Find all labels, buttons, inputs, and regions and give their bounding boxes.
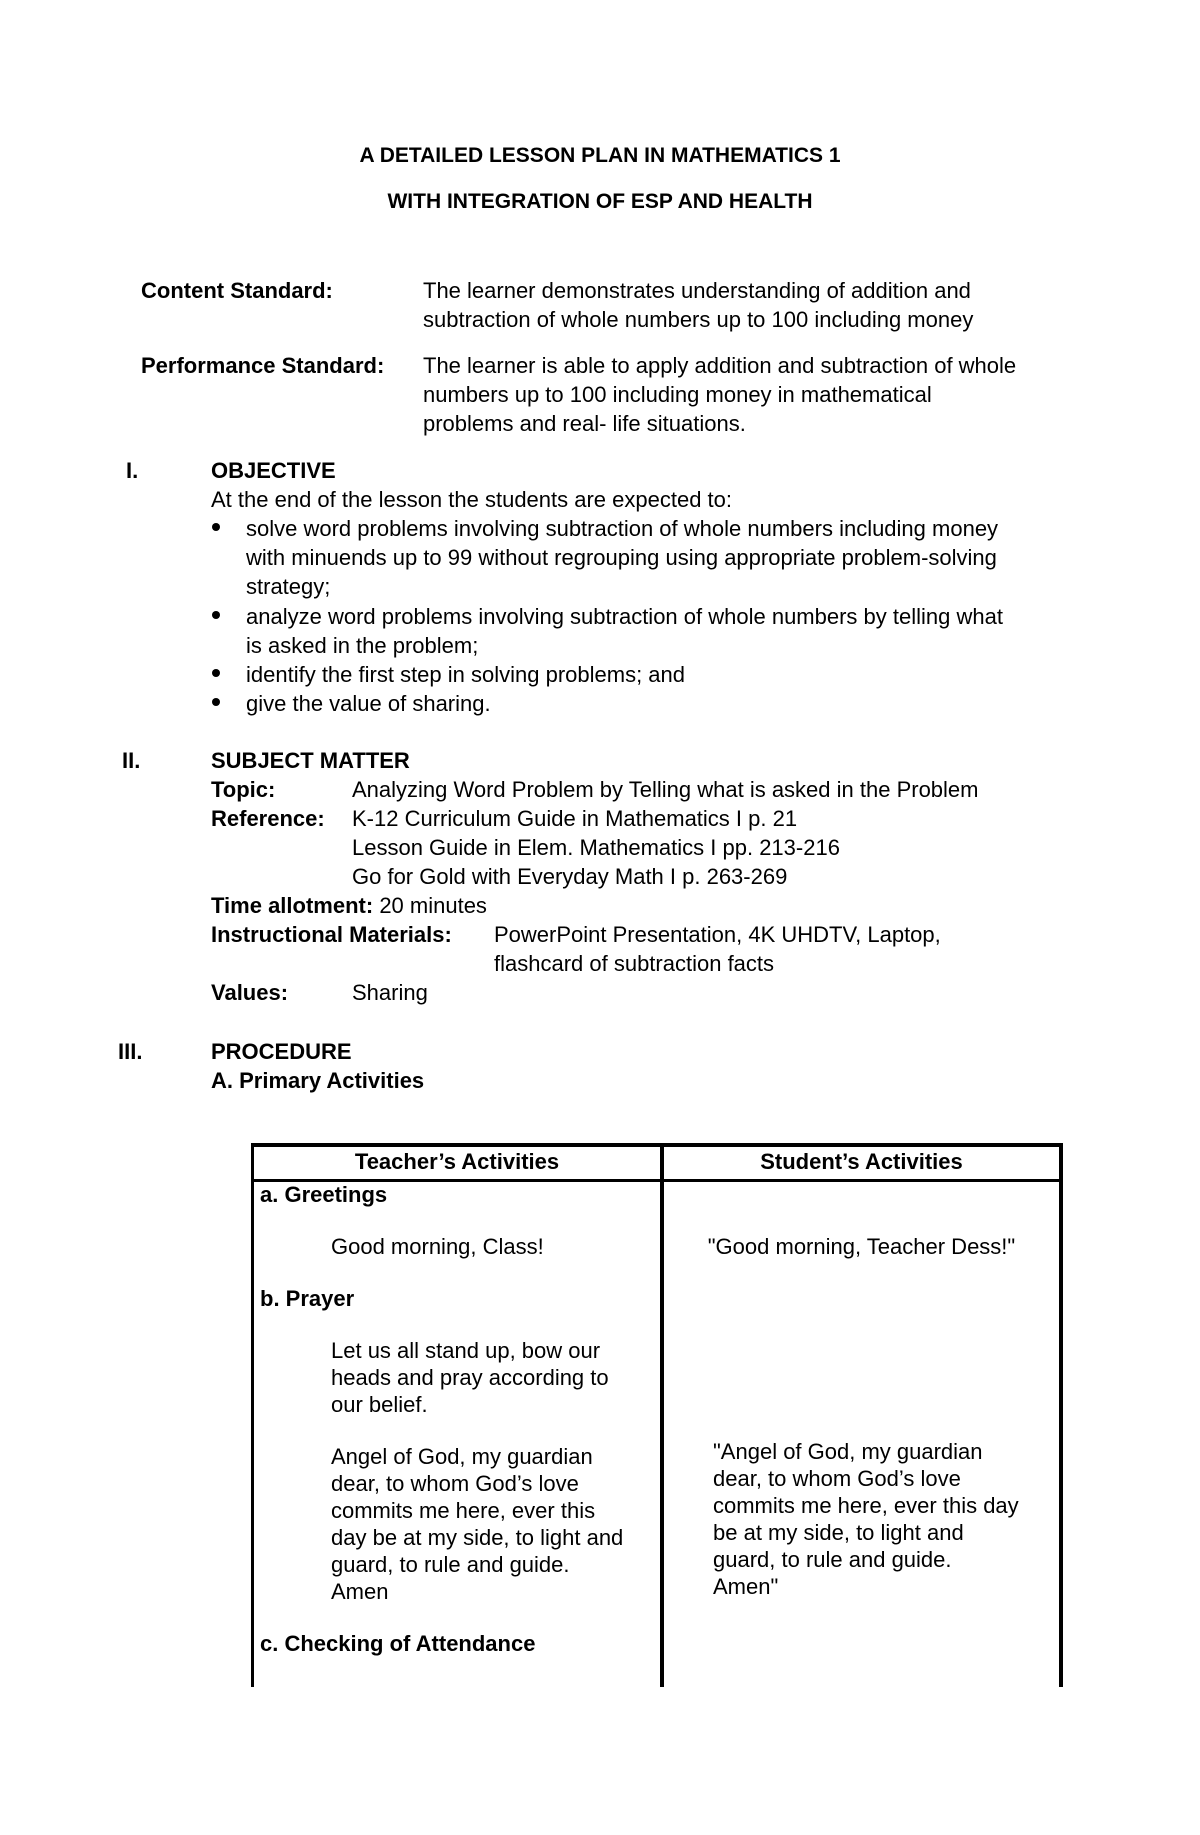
prayer-teacher-line: our belief.	[331, 1392, 428, 1417]
reference-item: Go for Gold with Everyday Math I p. 263-269	[352, 864, 788, 889]
table-border-left	[251, 1143, 254, 1687]
values-label: Values:	[211, 980, 289, 1005]
procedure-heading: PROCEDURE	[211, 1039, 352, 1064]
angel-student-line: commits me here, ever this day	[713, 1493, 1019, 1518]
materials-line: PowerPoint Presentation, 4K UHDTV, Laptop,	[494, 922, 941, 947]
document-subtitle: WITH INTEGRATION OF ESP AND HEALTH	[387, 190, 813, 213]
angel-teacher-line: Angel of God, my guardian	[331, 1444, 593, 1469]
bullet-icon	[212, 523, 220, 531]
objective-numeral: I.	[126, 458, 139, 483]
attendance-label: c. Checking of Attendance	[260, 1631, 536, 1656]
angel-student-line: dear, to whom God’s love	[713, 1466, 961, 1491]
content-standard-line: subtraction of whole numbers up to 100 including money	[423, 307, 974, 332]
procedure-subheading: A. Primary Activities	[211, 1068, 425, 1093]
document-title: A DETAILED LESSON PLAN IN MATHEMATICS 1	[359, 144, 841, 167]
objective-heading: OBJECTIVE	[211, 458, 336, 483]
time-allotment	[211, 891, 487, 920]
objective-bullet-text: solve word problems involving subtraction of whole numbers including money	[246, 516, 999, 541]
content-standard-label: Content Standard:	[141, 278, 333, 303]
subject-matter-numeral: II.	[122, 748, 141, 773]
topic-value: Analyzing Word Problem by Telling what is asked in the Problem	[352, 777, 979, 802]
materials-line: flashcard of subtraction facts	[494, 951, 775, 976]
reference-item: K-12 Curriculum Guide in Mathematics I p. 21	[352, 806, 798, 831]
bullet-icon	[212, 611, 220, 619]
objective-bullet-text: identify the first step in solving problems; and	[246, 662, 686, 687]
student-activities-header: Student’s Activities	[760, 1149, 963, 1174]
greetings-teacher-text: Good morning, Class!	[331, 1234, 544, 1259]
angel-teacher-line: commits me here, ever this	[331, 1498, 596, 1523]
time-allotment-value: 20 minutes	[379, 893, 487, 918]
bullet-icon	[212, 698, 220, 706]
angel-student-line: "Angel of God, my guardian	[713, 1439, 983, 1464]
objective-bullet-text: with minuends up to 99 without regrouping using appropriate problem-solving	[246, 545, 997, 570]
objective-bullet-text: strategy;	[246, 574, 331, 599]
table-column-divider	[660, 1143, 664, 1687]
content-standard-line: The learner demonstrates understanding of addition and	[423, 278, 971, 303]
performance-standard-line: numbers up to 100 including money in mathematical	[423, 382, 932, 407]
prayer-label: b. Prayer	[260, 1286, 355, 1311]
objective-bullet-text: is asked in the problem;	[246, 633, 479, 658]
table-border-top	[251, 1143, 1063, 1147]
objective-intro: At the end of the lesson the students are expected to:	[211, 487, 733, 512]
greetings-student-text: "Good morning, Teacher Dess!"	[707, 1234, 1016, 1259]
table-border-right	[1059, 1143, 1063, 1687]
objective-bullet-text: analyze word problems involving subtraction of whole numbers by telling what	[246, 604, 1003, 629]
procedure-numeral: III.	[118, 1039, 143, 1064]
angel-teacher-line: guard, to rule and guide.	[331, 1552, 570, 1577]
angel-student-line: guard, to rule and guide.	[713, 1547, 952, 1572]
prayer-teacher-line: heads and pray according to	[331, 1365, 609, 1390]
angel-student-line: be at my side, to light and	[713, 1520, 964, 1545]
reference-label: Reference:	[211, 806, 325, 831]
teacher-activities-header: Teacher’s Activities	[354, 1149, 560, 1174]
angel-student-line: Amen"	[713, 1574, 779, 1599]
greetings-label: a. Greetings	[260, 1182, 388, 1207]
angel-teacher-line: dear, to whom God’s love	[331, 1471, 579, 1496]
activities-table	[251, 1143, 1063, 1687]
reference-item: Lesson Guide in Elem. Mathematics I pp. 213-216	[352, 835, 840, 860]
performance-standard-label: Performance Standard:	[141, 353, 385, 378]
materials-label: Instructional Materials:	[211, 922, 452, 947]
time-allotment-label: Time allotment:	[211, 893, 374, 918]
angel-teacher-line: day be at my side, to light and	[331, 1525, 624, 1550]
prayer-teacher-line: Let us all stand up, bow our	[331, 1338, 601, 1363]
subject-matter-heading: SUBJECT MATTER	[211, 748, 410, 773]
performance-standard-line: The learner is able to apply addition and subtraction of whole	[423, 353, 1017, 378]
objective-bullet-text: give the value of sharing.	[246, 691, 491, 716]
topic-label: Topic:	[211, 777, 276, 802]
angel-teacher-line: Amen	[331, 1579, 389, 1604]
performance-standard-line: problems and real- life situations.	[423, 411, 746, 436]
bullet-icon	[212, 669, 220, 677]
values-value: Sharing	[352, 980, 428, 1005]
